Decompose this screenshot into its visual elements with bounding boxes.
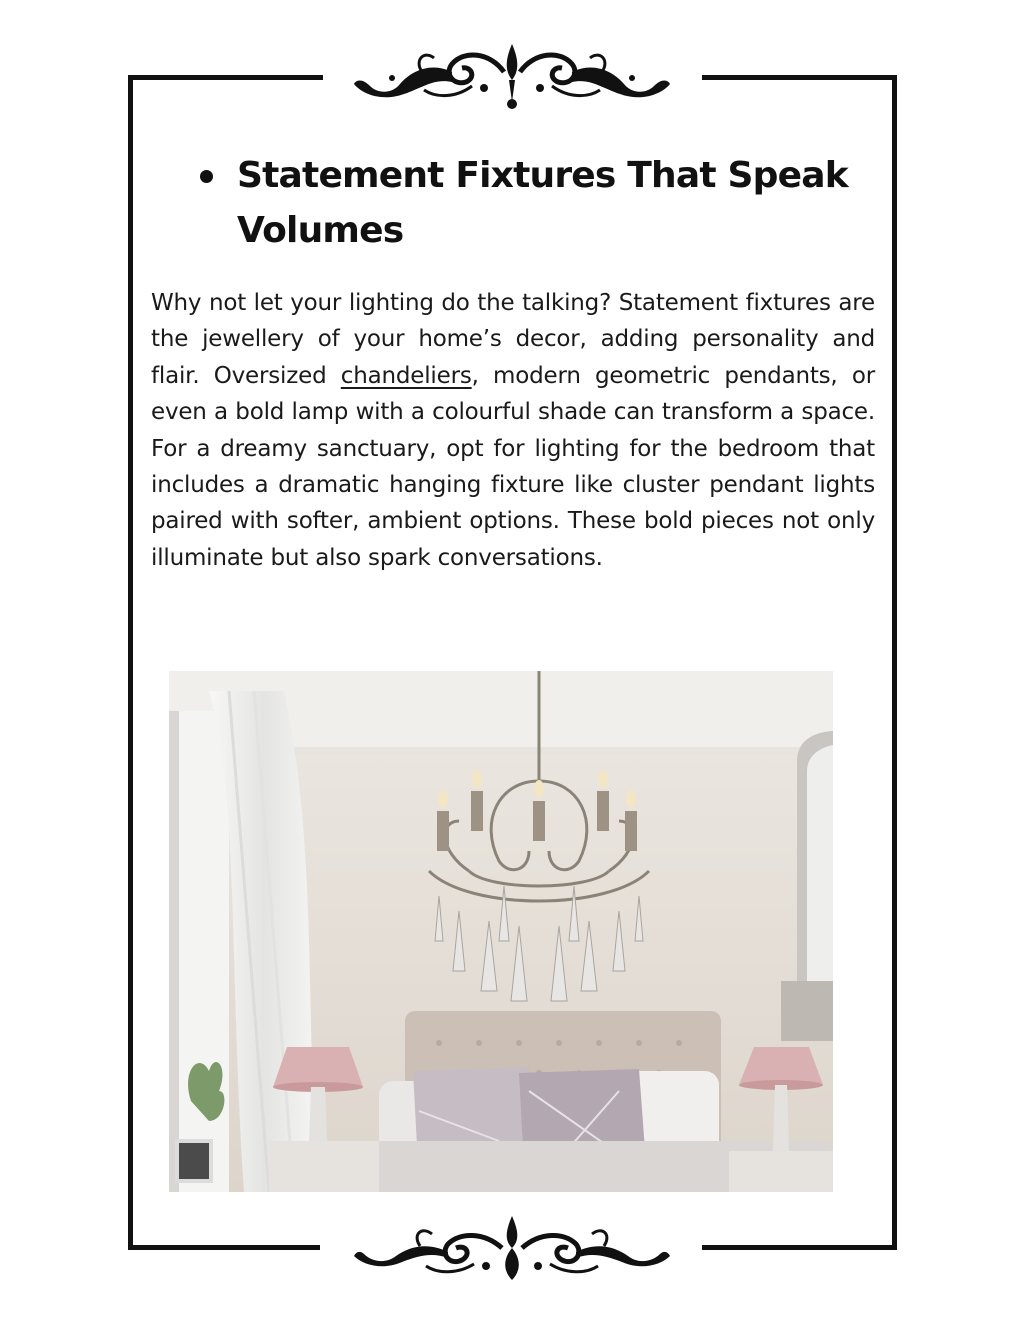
top-ornament-icon: [352, 42, 672, 112]
heading-text: Statement Fixtures That Speak Volumes: [237, 155, 848, 251]
paragraph-text-end: , modern geometric pendants, or even a bold lamp with a colourful shade can transform a space. For a dreamy sanctuary, opt for lighting for the bedroom that includes a dramatic hanging fixture like cluster pendant lights paired with softer, ambient options. These bold pieces not only illuminate but also spark conversations.: [151, 362, 875, 571]
bottom-ornament-icon: [352, 1212, 672, 1282]
section-heading: [200, 148, 860, 258]
frame-bottom-left: [128, 1245, 320, 1250]
frame-bottom-right: [702, 1245, 897, 1250]
bedroom-illustration: [169, 671, 833, 1192]
chandeliers-link[interactable]: chandeliers: [340, 362, 472, 389]
body-paragraph: [151, 285, 875, 576]
bedroom-chandelier-photo: [169, 671, 833, 1192]
frame-right: [892, 75, 897, 1250]
bullet-icon: [200, 170, 213, 183]
frame-top-right: [702, 75, 897, 80]
frame-top-left: [128, 75, 323, 80]
paragraph-text-start: Why not let your lighting do the talking? Statement fixtures are the jewellery of your home’s decor, adding personality and flair. Oversized: [151, 290, 875, 389]
frame-left: [128, 75, 133, 1250]
